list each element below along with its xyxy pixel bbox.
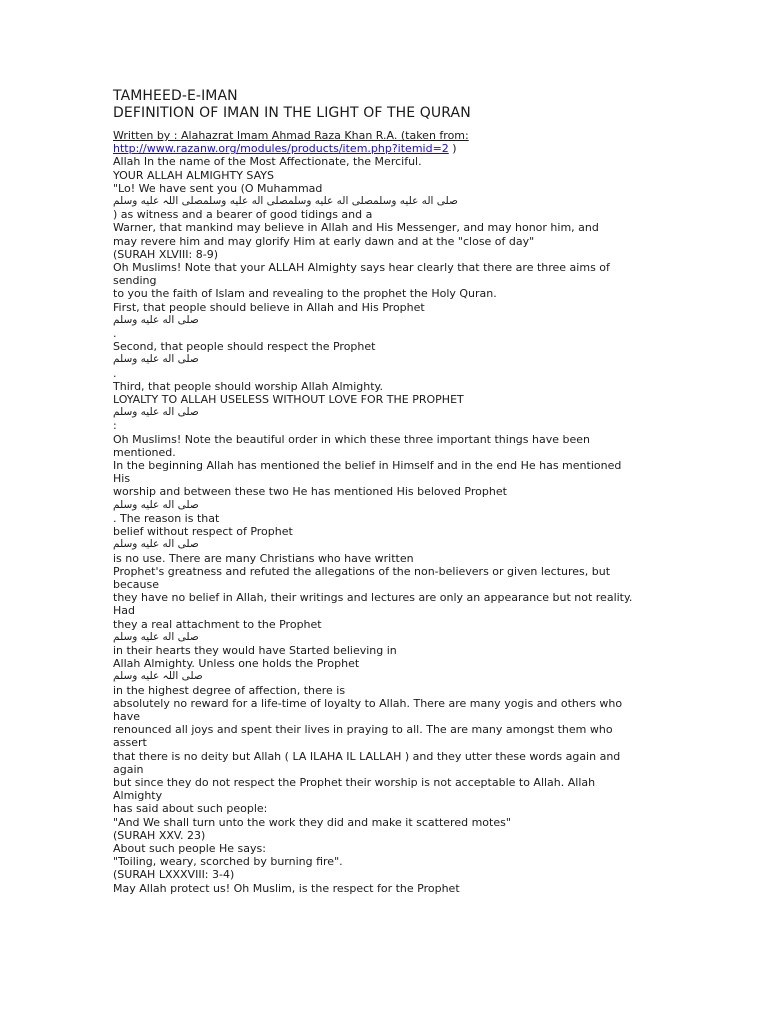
text-line: "Toiling, weary, scorched by burning fire". <box>113 855 343 869</box>
text-line: (SURAH XXV. 23) <box>113 828 206 842</box>
text-line: Third, that people should worship Allah Almighty. <box>113 379 383 393</box>
text-line: sending <box>113 274 157 288</box>
text-line: His <box>113 472 131 486</box>
arabic-salutation-line: صلی اله علیه وسلمصلی اله علیه وسلمصلی اله علیه وسلمصلی اللہ علیه وسلم <box>113 195 458 208</box>
text-line: Had <box>113 604 135 618</box>
text-line: Prophet's greatness and refuted the allegations of the non-believers or given lectures, but <box>113 564 611 578</box>
arabic-salutation-line: صلی اله علیه وسلم <box>113 353 199 366</box>
text-line: YOUR ALLAH ALMIGHTY SAYS <box>113 168 274 182</box>
text-line: ) as witness and a bearer of good tidings and a <box>113 208 373 222</box>
text-line: mentioned. <box>113 445 176 459</box>
text-line: First, that people should believe in Allah and His Prophet <box>113 300 425 314</box>
author-text: Written by : Alahazrat Imam Ahmad Raza Khan R.A. (taken from: <box>113 129 469 142</box>
text-line: Oh Muslims! Note the beautiful order in which these three important things have been <box>113 432 590 446</box>
title-line-1: TAMHEED-E-IMAN <box>113 88 238 104</box>
text-line: because <box>113 577 160 591</box>
text-line: absolutely no reward for a life-time of loyalty to Allah. There are many yogis and others who <box>113 696 623 710</box>
text-line: . <box>113 327 117 341</box>
text-line: "And We shall turn unto the work they did and make it scattered motes" <box>113 815 511 829</box>
document-body <box>113 129 653 895</box>
text-line: Warner, that mankind may believe in Allah and His Messenger, and may honor him, and <box>113 221 599 235</box>
arabic-salutation-line: صلی اللہ علیه وسلم <box>113 670 203 683</box>
text-line: LOYALTY TO ALLAH USELESS WITHOUT LOVE FOR THE PROPHET <box>113 393 464 407</box>
text-line: "Lo! We have sent you (O Muhammad <box>113 181 323 195</box>
source-link[interactable]: http://www.razanw.org/modules/products/item.php?itemid=2 <box>113 142 449 156</box>
text-line: (SURAH LXXXVIII: 3-4) <box>113 868 235 882</box>
document-page <box>113 88 653 895</box>
text-line: In the beginning Allah has mentioned the belief in Himself and in the end He has mentioned <box>113 459 622 473</box>
text-line: they have no belief in Allah, their writings and lectures are only an appearance but not reality. <box>113 591 633 605</box>
text-line: that there is no deity but Allah ( LA ILAHA IL LALLAH ) and they utter these words again and <box>113 749 621 763</box>
source-line <box>113 142 653 155</box>
text-line: . <box>113 366 117 380</box>
text-line: Second, that people should respect the Prophet <box>113 340 376 354</box>
text-line: has said about such people: <box>113 802 268 816</box>
arabic-salutation-line: صلی اله علیه وسلم <box>113 538 199 551</box>
text-line: have <box>113 709 140 723</box>
text-line: again <box>113 762 144 776</box>
text-line: Allah In the name of the Most Affectionate, the Merciful. <box>113 155 422 169</box>
text-line: (SURAH XLVIII: 8-9) <box>113 247 218 261</box>
text-line: to you the faith of Islam and revealing to the prophet the Holy Quran. <box>113 287 497 301</box>
text-line: Allah Almighty. Unless one holds the Prophet <box>113 657 360 671</box>
arabic-salutation-line: صلی اله علیه وسلم <box>113 313 199 326</box>
author-line <box>113 129 653 142</box>
text-line: About such people He says: <box>113 841 266 855</box>
text-line: . The reason is that <box>113 511 220 525</box>
text-line: assert <box>113 736 147 750</box>
text-line: May Allah protect us! Oh Muslim, is the respect for the Prophet <box>113 881 460 895</box>
source-suffix: ) <box>448 142 457 156</box>
text-line: they a real attachment to the Prophet <box>113 617 322 631</box>
text-line: may revere him and may glorify Him at early dawn and at the "close of day" <box>113 234 535 248</box>
text-line: is no use. There are many Christians who have written <box>113 551 414 565</box>
title-line-2: DEFINITION OF IMAN IN THE LIGHT OF THE QURAN <box>113 105 471 121</box>
text-line: belief without respect of Prophet <box>113 525 293 539</box>
text-line: Oh Muslims! Note that your ALLAH Almighty says hear clearly that there are three aims of <box>113 261 610 275</box>
text-line: but since they do not respect the Prophet their worship is not acceptable to Allah. Allah <box>113 775 596 789</box>
text-line: worship and between these two He has mentioned His beloved Prophet <box>113 485 507 499</box>
arabic-salutation-line: صلی اله علیه وسلم <box>113 630 199 643</box>
text-line: : <box>113 419 117 433</box>
text-line: Almighty <box>113 789 163 803</box>
arabic-salutation-line: صلی اله علیه وسلم <box>113 406 199 419</box>
text-line: in their hearts they would have Started believing in <box>113 643 397 657</box>
text-line: renounced all joys and spent their lives in praying to all. The are many amongst them who <box>113 723 613 737</box>
document-title <box>113 88 653 122</box>
paragraph-lines <box>113 155 653 894</box>
arabic-salutation-line: صلی اله علیه وسلم <box>113 498 199 511</box>
text-line: in the highest degree of affection, there is <box>113 683 346 697</box>
